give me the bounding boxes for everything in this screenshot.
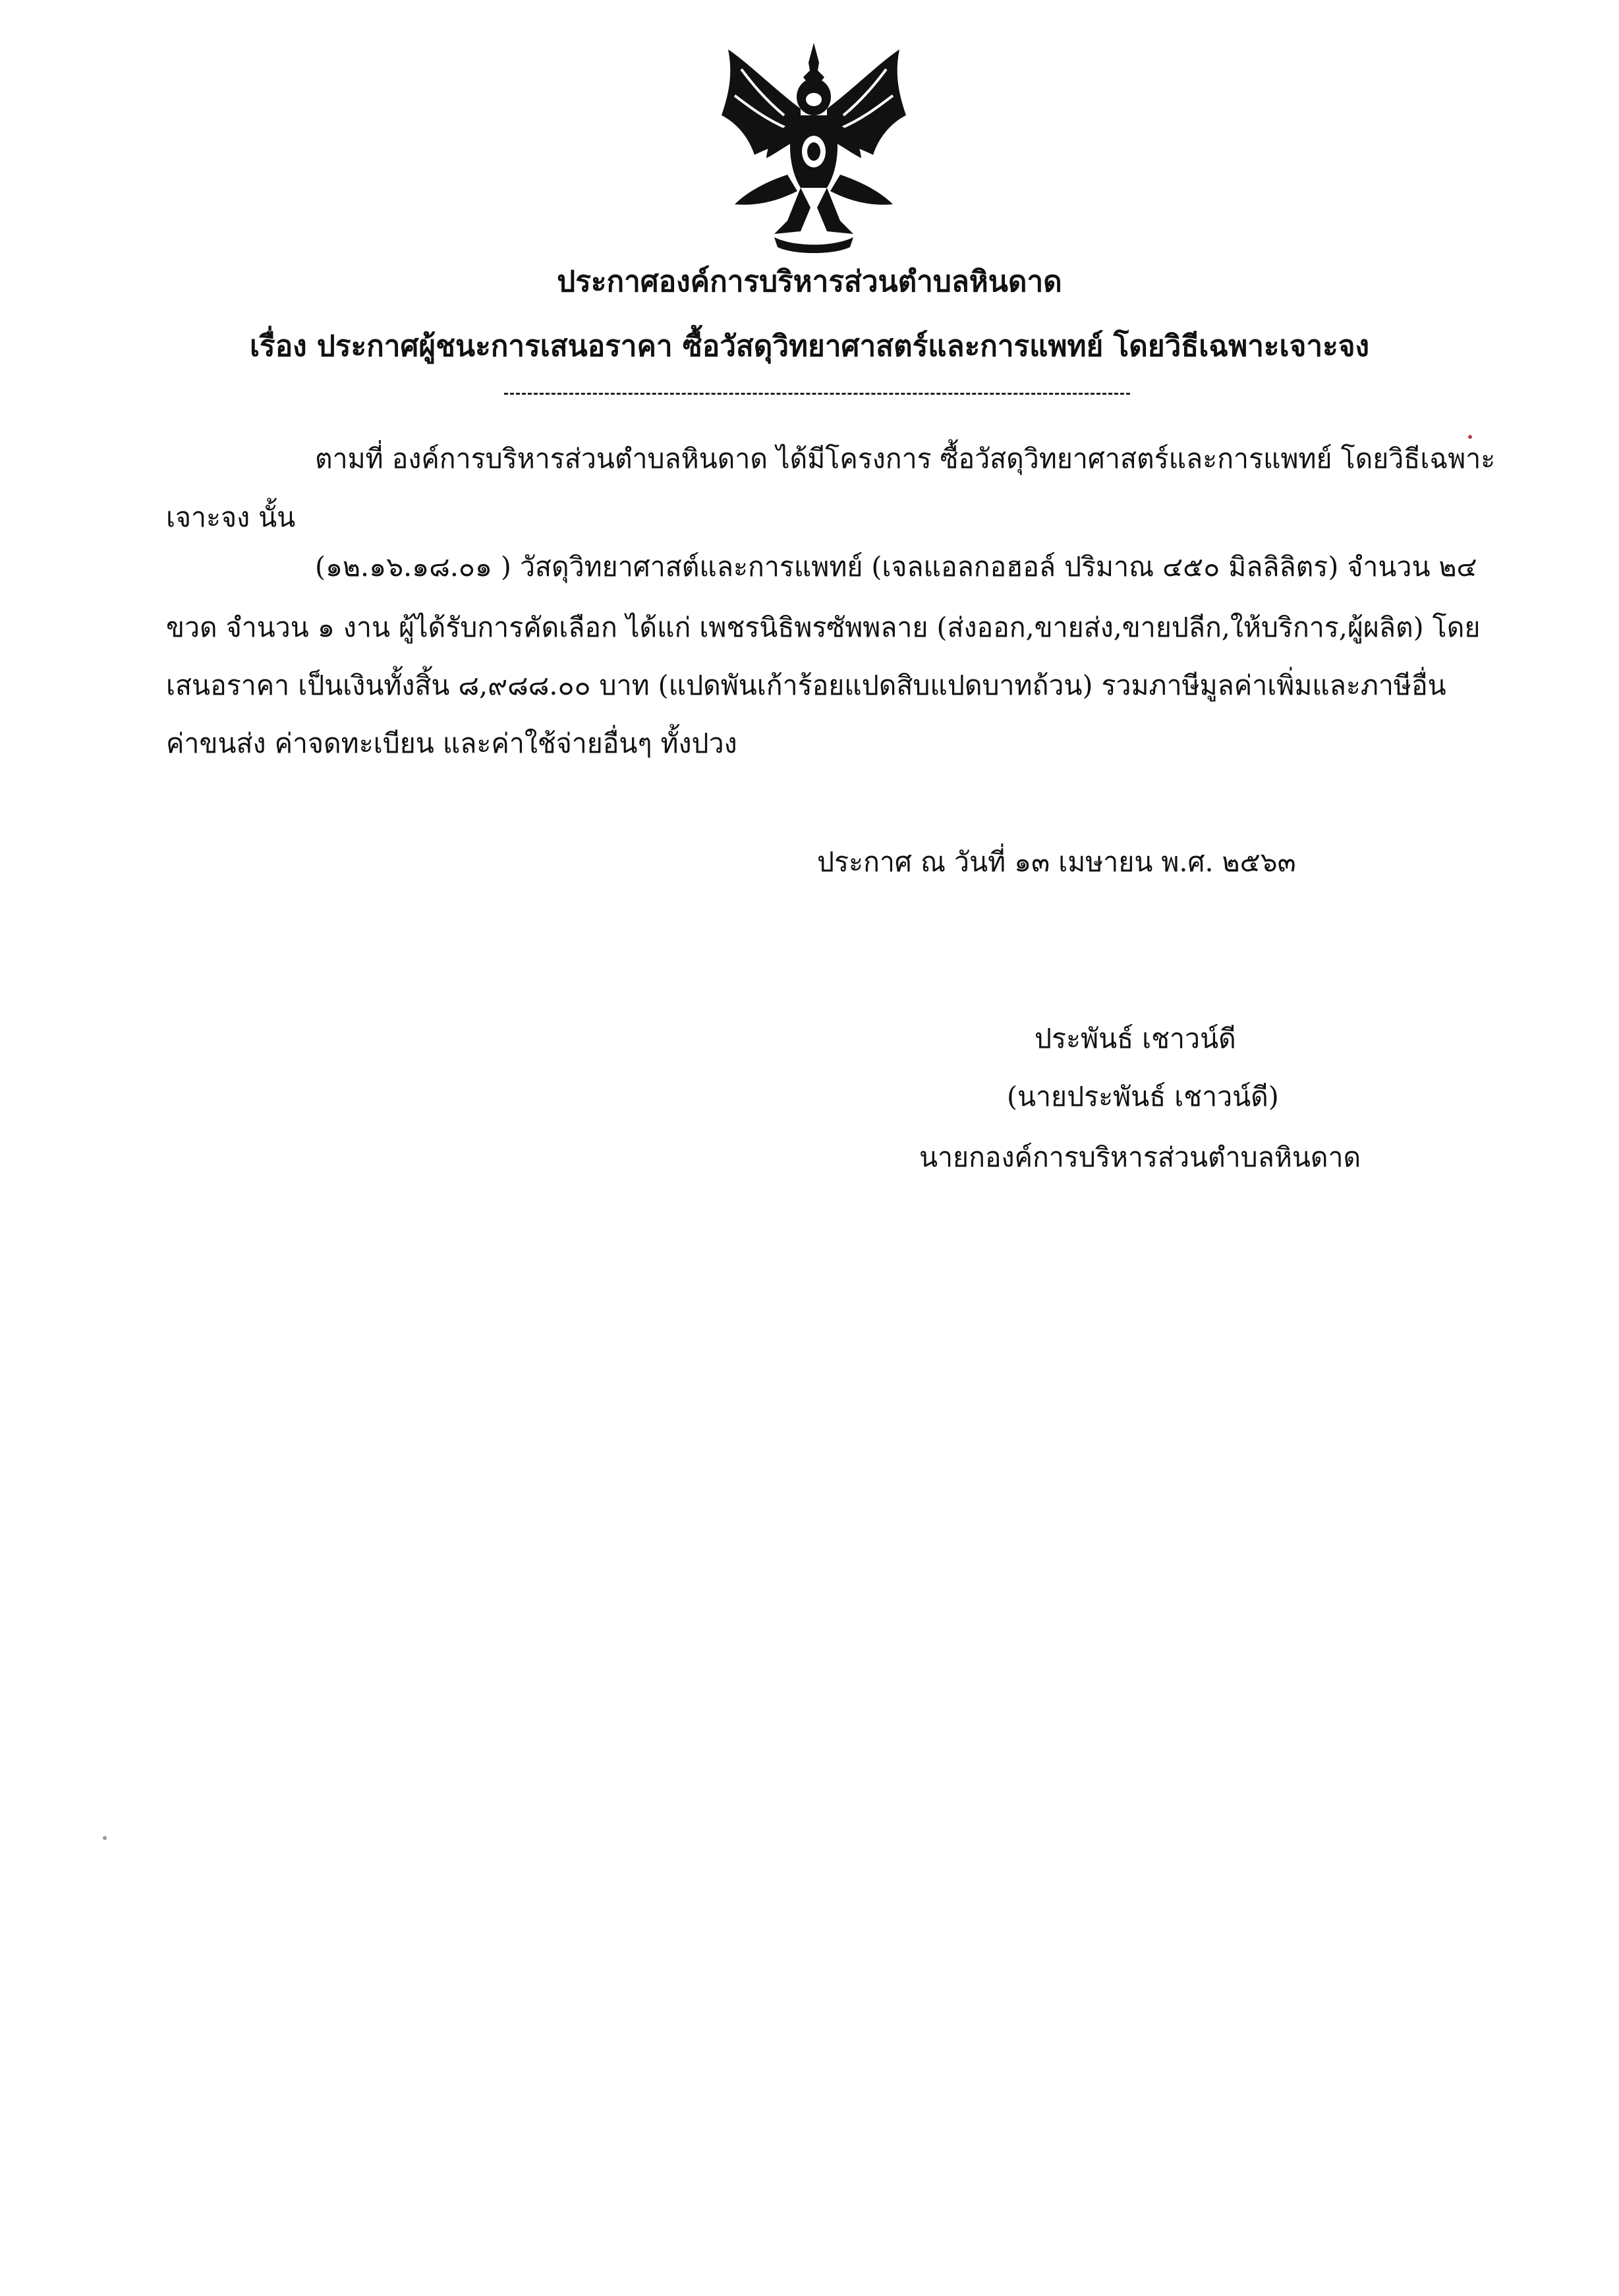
paragraph-1-line-1: ตามที่ องค์การบริหารส่วนตำบลหินดาด ได้มีโครงการ ซื้อวัสดุวิทยาศาสตร์และการแพทย์ โดยวิธีเฉพาะ (315, 443, 1496, 474)
paragraph-2-line-3: เสนอราคา เป็นเงินทั้งสิ้น ๘,๙๘๘.๐๐ บาท (แปดพันเก้าร้อยแปดสิบแปดบาทถ้วน) รวมภาษีมูลค่าเพิ่มและภาษีอื่น (166, 670, 1446, 701)
garuda-emblem-icon (702, 36, 926, 260)
document-subject: เรื่อง ประกาศผู้ชนะการเสนอราคา ซื้อวัสดุวิทยาศาสตร์และการแพทย์ โดยวิธีเฉพาะเจาะจง (250, 330, 1369, 363)
signature-name: ประพันธ์ เชาวน์ดี (1035, 1023, 1236, 1054)
paragraph-2-line-1: (๑๒.๑๖.๑๘.๐๑ ) วัสดุวิทยาศาสต์และการแพทย์ (เจลแอลกอฮอล์ ปริมาณ ๔๕๐ มิลลิลิตร) จำนวน ๒๔ (315, 551, 1477, 583)
announcement-date: ประกาศ ณ วันที่ ๑๓ เมษายน พ.ศ. ๒๕๖๓ (817, 846, 1296, 878)
scan-speck (103, 1836, 107, 1840)
paragraph-2-line-4: ค่าขนส่ง ค่าจดทะเบียน และค่าใช้จ่ายอื่นๆ ทั้งปวง (166, 728, 737, 759)
separator-line (504, 393, 1130, 395)
scan-speck (1468, 435, 1472, 439)
paragraph-2-line-2: ขวด จำนวน ๑ งาน ผู้ได้รับการคัดเลือก ได้แก่ เพชรนิธิพรซัพพลาย (ส่งออก,ขายส่ง,ขายปลีก,ให้บริการ,ผู้ผลิต) โดย (166, 612, 1481, 643)
document-title: ประกาศองค์การบริหารส่วนตำบลหินดาด (557, 265, 1062, 299)
signature-full-name: (นายประพันธ์ เชาวน์ดี) (1007, 1081, 1279, 1112)
paragraph-1-line-2: เจาะจง นั้น (166, 502, 296, 533)
signature-position: นายกองค์การบริหารส่วนตำบลหินดาด (919, 1141, 1361, 1173)
